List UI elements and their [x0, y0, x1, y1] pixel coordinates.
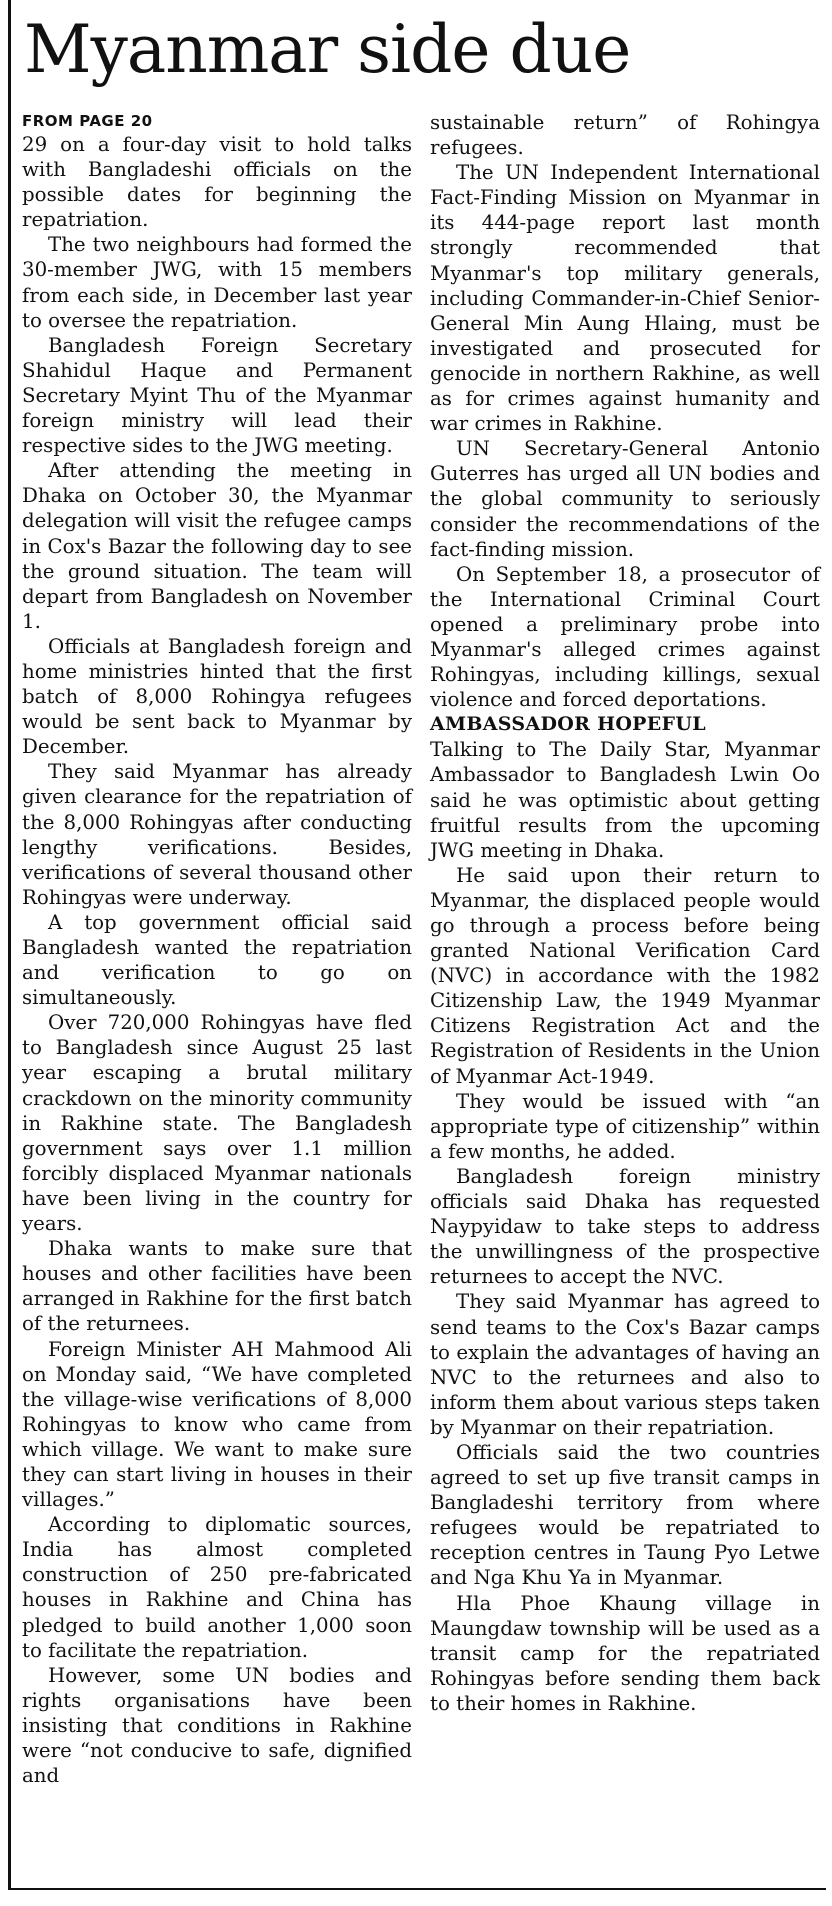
continuation-kicker: FROM PAGE 20 [22, 112, 153, 130]
paragraph: On September 18, a prosecutor of the International Criminal Court opened a preliminary probe into Myanmar's alleged crimes against Rohingyas, including killings, sexual violence and forced deportations. [430, 562, 820, 712]
bottom-rule [8, 1888, 826, 1890]
column-rule-left [8, 0, 11, 1890]
paragraph: Foreign Minister AH Mahmood Ali on Monday said, “We have completed the village-wise verifications of 8,000 Rohingyas to know who came from which village. We want to make sure they can start living in houses in their villages.” [22, 1337, 412, 1512]
paragraph: A top government official said Bangladesh wanted the repatriation and verification to go on simultaneously. [22, 910, 412, 1010]
paragraph: They said Myanmar has agreed to send teams to the Cox's Bazar camps to explain the advantages of having an NVC to the returnees and also to inform them about various steps taken by Myanmar on their repatriation. [430, 1290, 820, 1439]
headline: Myanmar side due [24, 11, 631, 88]
paragraph: UN Secretary-General Antonio Guterres has urged all UN bodies and the global community to seriously consider the recommendations of the fact-finding mission. [430, 437, 820, 561]
paragraph: The UN Independent International Fact-Finding Mission on Myanmar in its 444-page report last month strongly recommended that Myanmar's top military generals, including Commander-in-Chief Senior-General Min Aung Hlaing, must be investigated and prosecuted for genocide in northern Rakhine, as well as for crimes against humanity and war crimes in Rakhine. [430, 161, 820, 436]
paragraph: However, some UN bodies and rights organisations have been insisting that conditions in Rakhine were “not conducive to safe, dignified and [22, 1663, 412, 1788]
paragraph: Bangladesh Foreign Secretary Shahidul Haque and Permanent Secretary Myint Thu of the Myanmar foreign ministry will lead their respective sides to the JWG meeting. [22, 333, 412, 458]
paragraph: Over 720,000 Rohingyas have fled to Bangladesh since August 25 last year escaping a brutal military crackdown on the minority community in Rakhine state. The Bangladesh government says over 1.1 million forcibly displaced Myanmar nationals have been living in the country for years. [22, 1011, 412, 1236]
paragraph: Hla Phoe Khaung village in Maungdaw township will be used as a transit camp for the repatriated Rohingyas before sending them back to their homes in Rakhine. [430, 1591, 820, 1715]
paragraph: They said Myanmar has already given clearance for the repatriation of the 8,000 Rohingyas after conducting lengthy verifications. Besides, verifications of several thousand other Rohingyas were underway. [22, 760, 412, 909]
section-subhead: AMBASSADOR HOPEFUL [430, 713, 706, 736]
paragraph: 29 on a four-day visit to hold talks with Bangladeshi officials on the possible dates for beginning the repatriation. [22, 133, 412, 232]
paragraph: Dhaka wants to make sure that houses and other facilities have been arranged in Rakhine for the first batch of the returnees. [22, 1237, 412, 1336]
paragraph: sustainable return” of Rohingya refugees. [430, 111, 820, 160]
paragraph: The two neighbours had formed the 30-member JWG, with 15 members from each side, in December last year to oversee the repatriation. [22, 233, 412, 332]
paragraph: Bangladesh foreign ministry officials said Dhaka has requested Naypyidaw to take steps to address the unwillingness of the prospective returnees to accept the NVC. [430, 1164, 820, 1289]
paragraph: Talking to The Daily Star, Myanmar Ambassador to Bangladesh Lwin Oo said he was optimistic about getting fruitful results from the upcoming JWG meeting in Dhaka. [430, 738, 820, 862]
paragraph: They would be issued with “an appropriate type of citizenship” within a few months, he added. [430, 1089, 820, 1163]
paragraph: According to diplomatic sources, India has almost completed construction of 250 pre-fabricated houses in Rakhine and China has pledged to build another 1,000 soon to facilitate the repatriation. [22, 1513, 412, 1662]
paragraph: After attending the meeting in Dhaka on October 30, the Myanmar delegation will visit the refugee camps in Cox's Bazar the following day to see the ground situation. The team will depart from Bangladesh on November 1. [22, 459, 412, 633]
paragraph: He said upon their return to Myanmar, the displaced people would go through a process before being granted National Verification Card (NVC) in accordance with the 1982 Citizenship Law, the 1949 Myanmar Citizens Registration Act and the Registration of Residents in the Union of Myanmar Act-1949. [430, 863, 820, 1088]
paragraph: Officials said the two countries agreed to set up five transit camps in Bangladeshi territory from where refugees would be repatriated to reception centres in Taung Pyo Letwe and Nga Khu Ya in Myanmar. [430, 1440, 820, 1590]
paragraph: Officials at Bangladesh foreign and home ministries hinted that the first batch of 8,000 Rohingya refugees would be sent back to Myanmar by December. [22, 634, 412, 759]
article-column-right [430, 110, 820, 1716]
article-column-left [22, 110, 412, 1788]
